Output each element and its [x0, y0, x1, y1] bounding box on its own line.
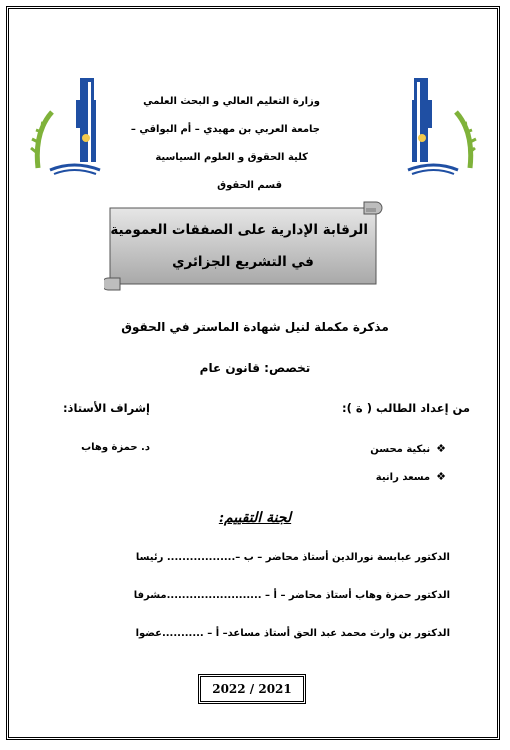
- university-logo-right: [400, 72, 478, 184]
- thesis-title-line2: في التشريع الجزائري: [172, 254, 314, 270]
- memo-description: مذكرة مكملة لنيل شهادة الماستر في الحقوق: [121, 320, 389, 334]
- prepared-by-label: من إعداد الطالب ( ة ):: [342, 401, 470, 415]
- thesis-title-line1: الرقابة الإدارية على الصفقات العمومية: [110, 222, 368, 238]
- faculty-name: كلية الحقوق و العلوم السياسية: [155, 152, 308, 163]
- university-logo-left: [30, 72, 108, 184]
- jury-member-2: الدكتور حمزة وهاب أستاذ محاضر – أ – .........................مشرفا: [133, 590, 450, 601]
- supervisor-name: د. حمزة وهاب: [81, 442, 150, 453]
- supervision-label: إشراف الأستاذ:: [62, 401, 150, 415]
- bullet-icon: ❖: [436, 470, 446, 483]
- title-scroll-banner: [104, 198, 386, 294]
- jury-member-3: الدكتور بن وارث محمد عبد الحق أستاذ مساعد– أ – ...........عضوا: [135, 628, 450, 639]
- student-2: ❖مسعد رانية: [375, 470, 446, 483]
- department-name: قسم الحقوق: [217, 180, 282, 191]
- academic-year: 2022 / 2021: [198, 674, 306, 704]
- jury-member-1: الدكتور عبابسة نورالدين أستاذ محاضر – ب –.................. رئيسا: [135, 552, 450, 563]
- ministry-name: وزارة التعليم العالي و البحث العلمي: [143, 96, 320, 107]
- student-1: ❖نبكية محسن: [370, 442, 446, 455]
- jury-title: لجنة التقييم:: [218, 510, 292, 526]
- university-name: جامعة العربي بن مهيدي – أم البواقي –: [130, 124, 320, 135]
- bullet-icon: ❖: [436, 442, 446, 455]
- specialty: تخصص: قانون عام: [199, 361, 311, 375]
